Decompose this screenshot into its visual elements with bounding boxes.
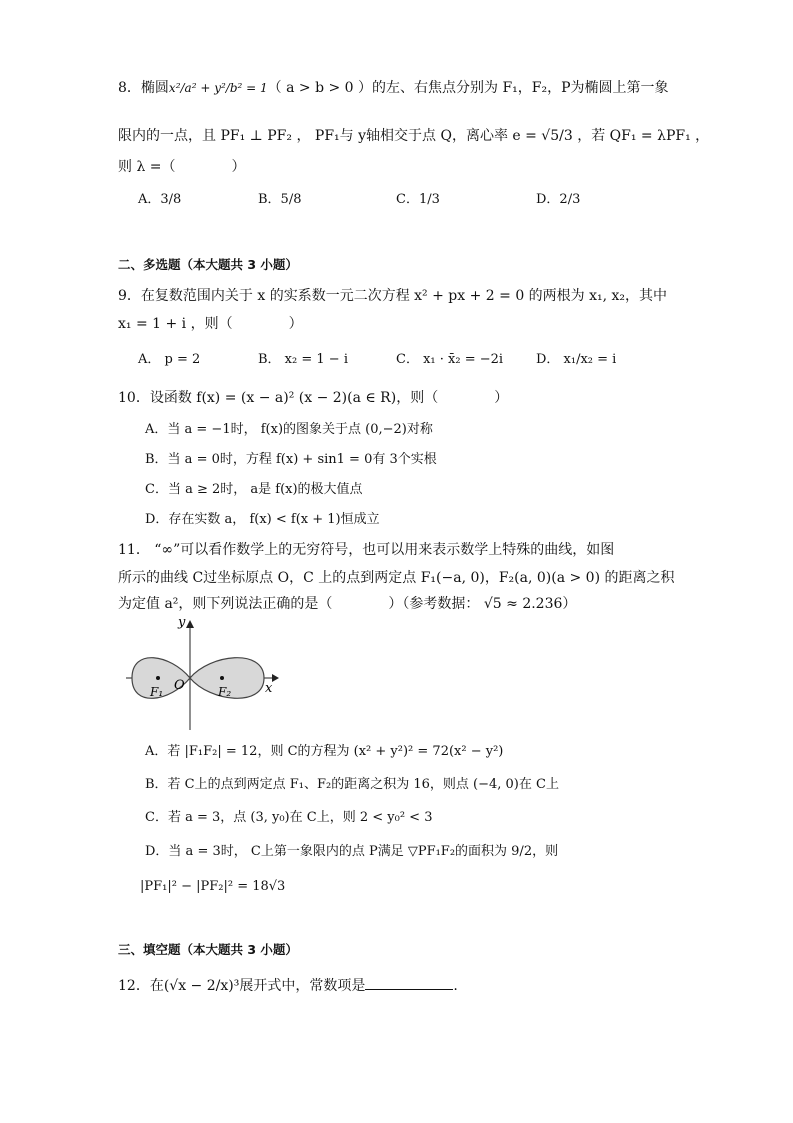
y-axis-label: y: [178, 615, 186, 630]
q8-option-b: B．5/8: [258, 192, 302, 207]
q8-line3: 则 λ =（ ）: [118, 159, 246, 175]
focus-f2-point: [220, 676, 224, 680]
q11-option-a: A．若 |F₁F₂| = 12，则 C的方程为 (x² + y²)² = 72(x² − y²): [145, 744, 504, 759]
q11-option-d: D．当 a = 3时， C上第一象限内的点 P满足 ▽PF₁F₂的面积为 9/2，则: [145, 844, 559, 859]
q10-option-c: C．当 a ≥ 2时， a是 f(x)的极大值点: [145, 482, 363, 497]
q9-option-c: C． x₁ · x̄₂ = −2i: [396, 352, 504, 367]
section-heading-fill-in: 三、填空题（本大题共 3 小题）: [118, 942, 298, 957]
focus-f1-point: [156, 676, 160, 680]
q10-line1: 10．设函数 f(x) = (x − a)² (x − 2)(a ∈ R)，则（ ）: [118, 390, 509, 406]
x-axis-arrow: [272, 674, 279, 682]
q9-line1: 9．在复数范围内关于 x 的实系数一元二次方程 x² + px + 2 = 0 的两根为 x₁, x₂，其中: [118, 288, 668, 304]
q10-option-b: B．当 a = 0时，方程 f(x) + sin1 = 0有 3个实根: [145, 452, 437, 467]
lemniscate-figure: [122, 615, 282, 732]
q9-option-a: A． p = 2: [138, 352, 201, 367]
q12-text: 12．在(√x − 2/x)³展开式中，常数项是: [118, 978, 366, 994]
q11-line1: 11． “∞”可以看作数学上的无穷符号，也可以用来表示数学上特殊的曲线，如图: [118, 542, 615, 558]
q11-line3: 为定值 a²，则下列说法正确的是（ ）（参考数据： √5 ≈ 2.236）: [118, 596, 577, 612]
answer-blank[interactable]: [365, 975, 453, 990]
q9-option-d: D． x₁/x₂ = i: [536, 352, 617, 367]
q11-line2: 所示的曲线 C过坐标原点 O，C 上的点到两定点 F₁(−a, 0)，F₂(a, 0)(a > 0) 的距离之积: [118, 570, 675, 586]
origin-label: O: [174, 678, 185, 693]
q11-option-c: C．若 a = 3，点 (3, y₀)在 C上，则 2 < y₀² < 3: [145, 810, 433, 825]
x-axis-label: x: [265, 681, 273, 696]
q8-option-d: D．2/3: [536, 192, 581, 207]
q8-option-c: C．1/3: [396, 192, 440, 207]
q9-option-b: B． x₂ = 1 − i: [258, 352, 348, 367]
focus-f1-label: F₁: [150, 685, 164, 699]
q12-period: .: [453, 978, 458, 994]
q9-line2: x₁ = 1 + i ，则（ ）: [118, 316, 303, 332]
q8-line2: 限内的一点，且 PF₁ ⊥ PF₂ ， PF₁与 y轴相交于点 Q，离心率 e = √5/3 ，若 QF₁ = λPF₁ ，: [118, 128, 710, 144]
q8-ellipse-eq: x²/a² + y²/b² = 1: [168, 81, 268, 95]
q8-option-a: A．3/8: [138, 192, 182, 207]
q10-option-d: D．存在实数 a， f(x) < f(x + 1)恒成立: [145, 512, 380, 527]
q11-option-b: B．若 C上的点到两定点 F₁、F₂的距离之积为 16，则点 (−4, 0)在 C上: [145, 777, 559, 792]
q8-line1: [118, 78, 669, 98]
focus-f2-label: F₂: [218, 685, 232, 699]
q10-option-a: A．当 a = −1时， f(x)的图象关于点 (0,−2)对称: [145, 422, 433, 437]
q12-line: [118, 975, 458, 996]
q8-prefix: 8．椭圆: [118, 80, 169, 96]
y-axis-arrow: [186, 620, 194, 628]
q11-option-d-cont: |PF₁|² − |PF₂|² = 18√3: [140, 879, 286, 894]
q8-cond: （ a > b > 0 ）的左、右焦点分别为 F₁，F₂，P为椭圆上第一象: [267, 80, 669, 96]
section-heading-multi-choice: 二、多选题（本大题共 3 小题）: [118, 257, 298, 272]
